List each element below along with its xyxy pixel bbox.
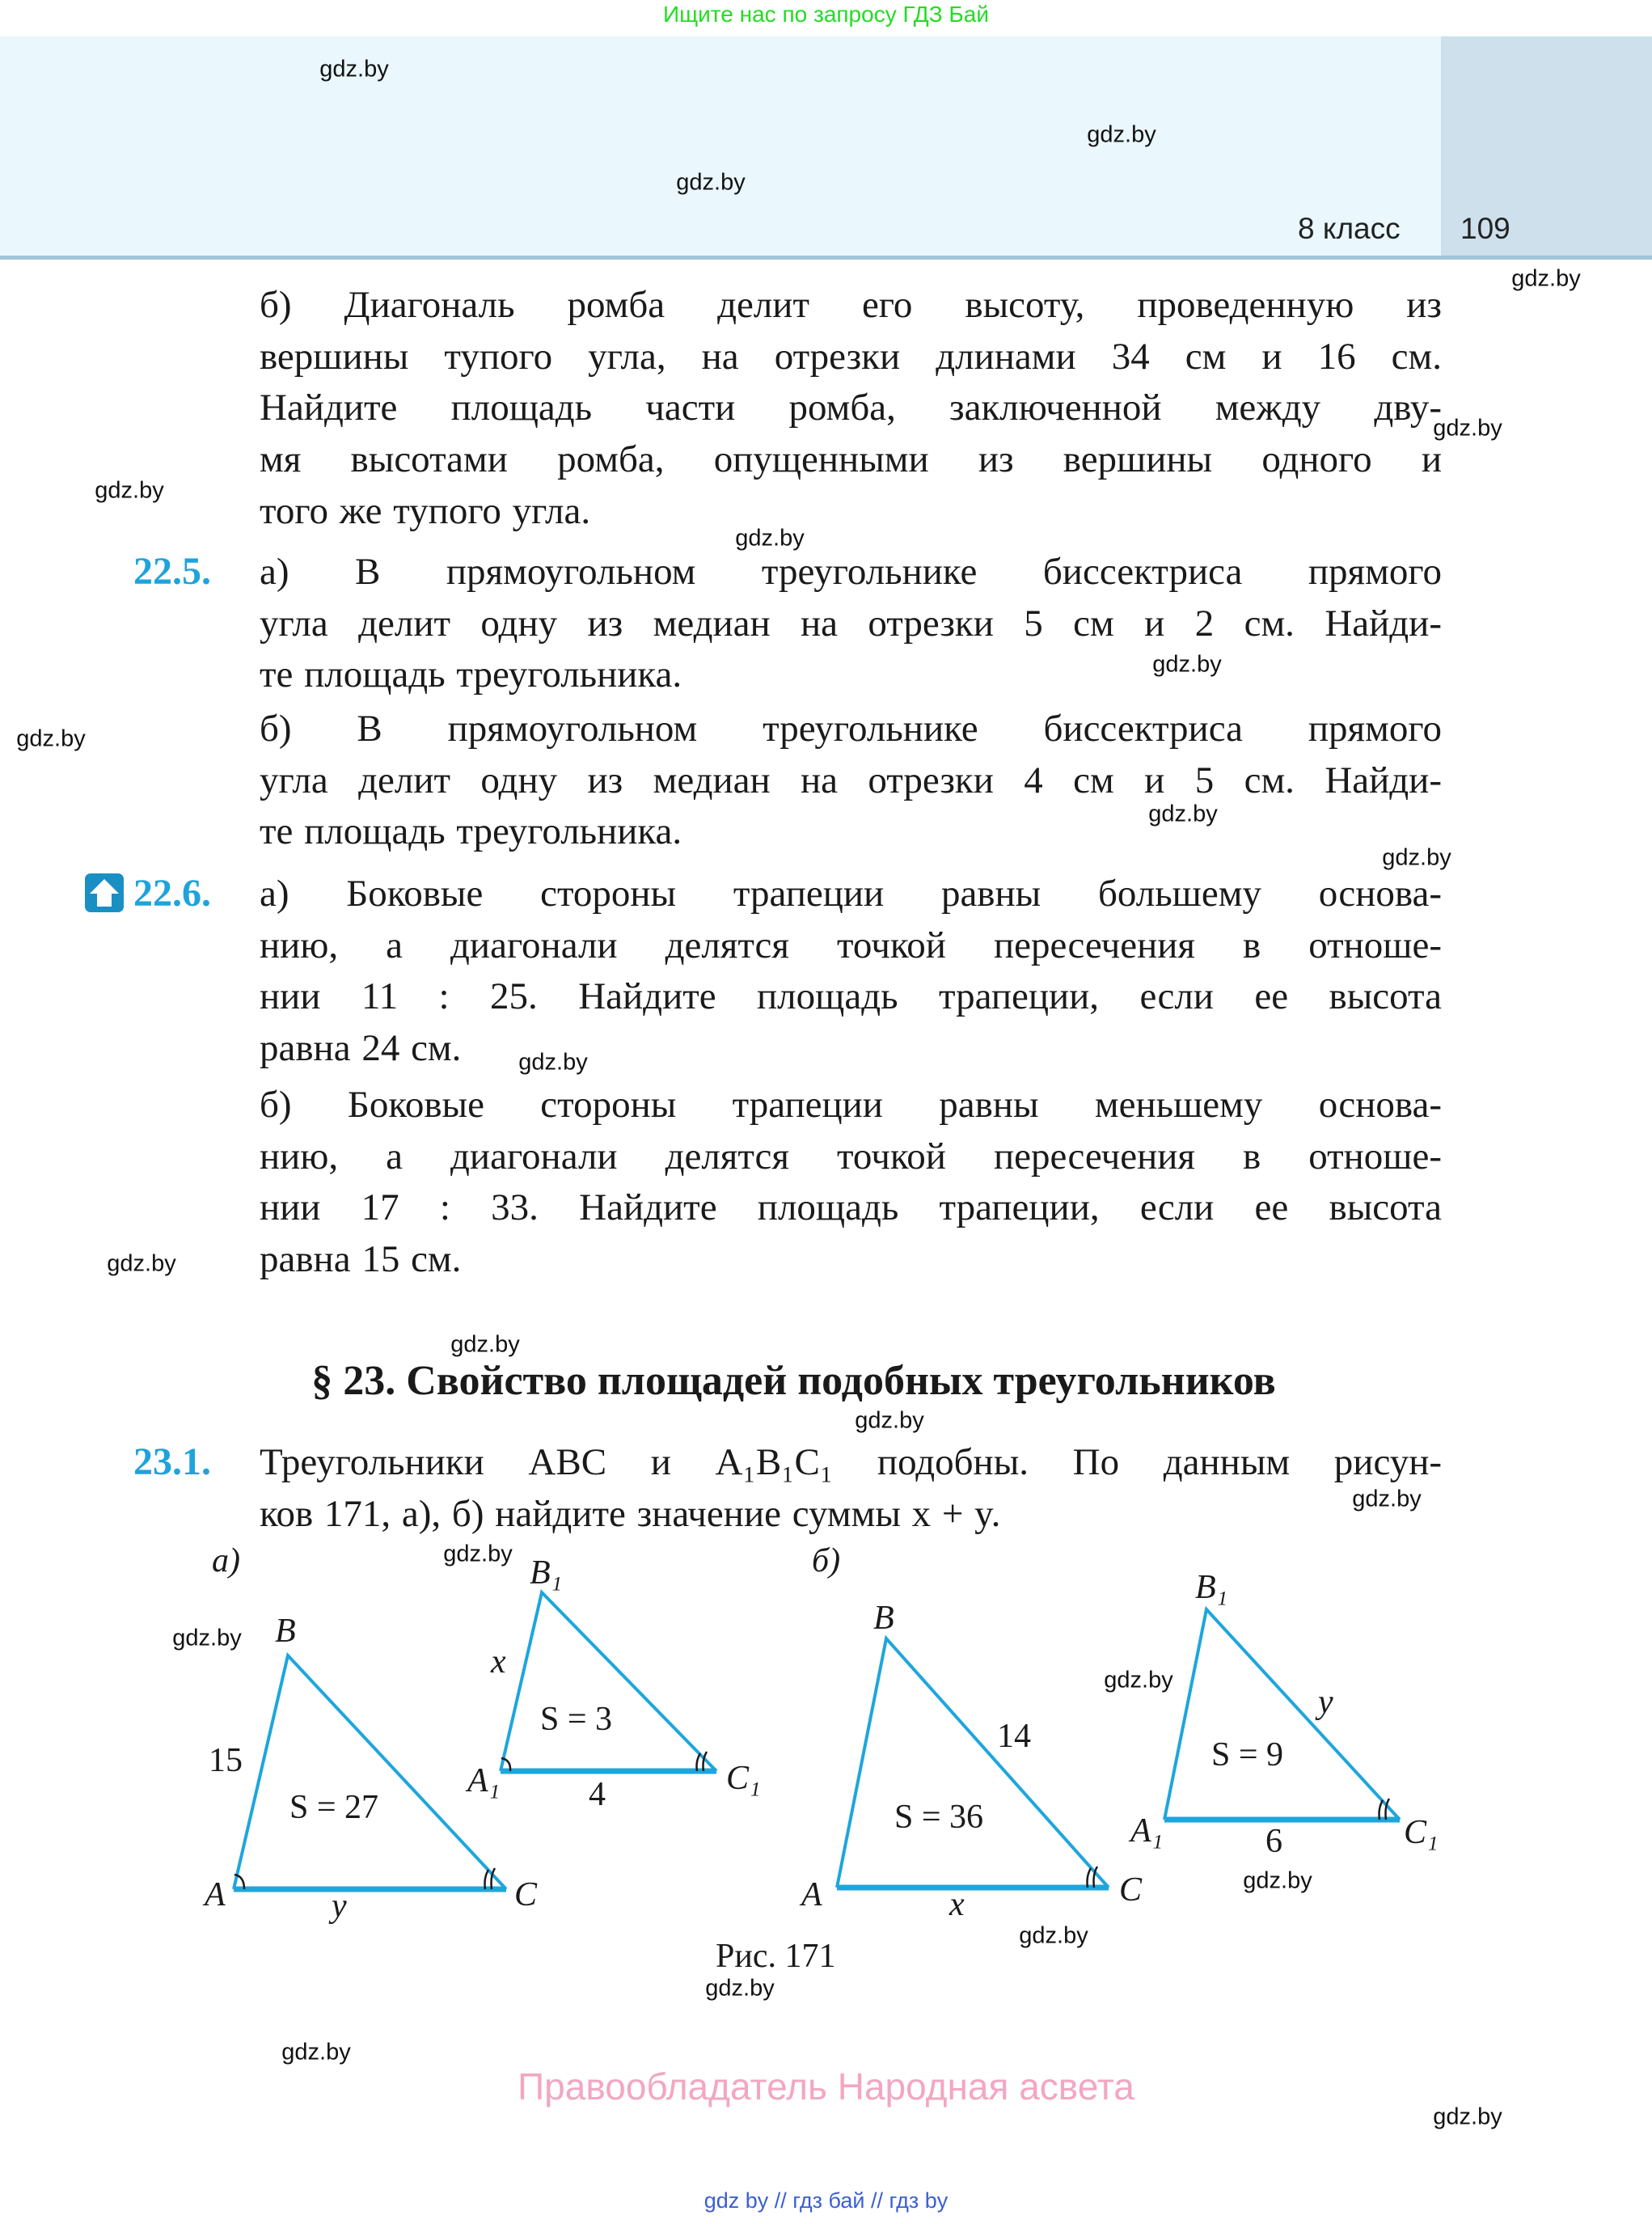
- watermark: gdz.by: [676, 169, 746, 196]
- vertex-b: B: [873, 1600, 894, 1637]
- part-a-label: а): [212, 1542, 240, 1579]
- vertex-c: C: [1119, 1871, 1143, 1909]
- area-small-a: S = 3: [540, 1701, 613, 1738]
- text-line: нию, а диагонали делятся точкой пересечения в отноше-: [260, 924, 1442, 966]
- watermark: gdz.by: [281, 2039, 351, 2065]
- watermark: gdz.by: [1382, 844, 1451, 871]
- text-line: угла делит одну из медиан на отрезки 4 см и 5 см. Найди-: [260, 759, 1442, 801]
- text-line: б) В прямоугольном треугольнике биссектриса прямого: [260, 708, 1442, 750]
- figure-part-b-labels: [799, 1569, 1439, 1923]
- vertex-a: A: [205, 1876, 226, 1913]
- side-a1c1-value: 6: [1265, 1823, 1282, 1860]
- triangle-a1b1c1-b: [1164, 1609, 1400, 1820]
- text-line: б) Диагональ ромба делит его высоту, проведенную из: [260, 284, 1442, 326]
- watermark: gdz.by: [172, 1625, 242, 1651]
- watermark: gdz.by: [1433, 415, 1502, 442]
- watermark: gdz.by: [855, 1407, 924, 1434]
- text-line: а) Боковые стороны трапеции равны большему основа-: [260, 873, 1442, 915]
- vertex-b: B: [275, 1613, 296, 1650]
- vertex-a: A: [801, 1876, 822, 1913]
- search-banner: Ищите нас по запросу ГДЗ Бай: [662, 2, 990, 27]
- watermark: gdz.by: [443, 1541, 513, 1567]
- vertex-c1: C₁: [726, 1760, 761, 1797]
- side-bc-value: 14: [997, 1718, 1031, 1755]
- side-b1c1-value: y: [1318, 1684, 1333, 1721]
- part-b-label: б): [812, 1542, 841, 1579]
- watermark: gdz.by: [16, 725, 86, 752]
- figure-part-a-labels: [202, 1554, 761, 1925]
- side-ab-value: 15: [209, 1742, 243, 1779]
- text-line: равна 15 см.: [260, 1238, 462, 1281]
- watermark: gdz.by: [1352, 1486, 1422, 1512]
- text-line: мя высотами ромба, опущенными из вершины одного и: [260, 438, 1442, 481]
- area-big-b: S = 36: [894, 1799, 984, 1836]
- text-line: Треугольники ABC и A₁B₁C₁ подобны. По данным рисун-: [260, 1441, 1442, 1483]
- section-heading: § 23. Свойство площадей подобных треугольников: [311, 1358, 1276, 1404]
- vertex-c: C: [514, 1876, 538, 1913]
- watermark: gdz.by: [735, 525, 805, 552]
- text-line: нии 11 : 25. Найдите площадь трапеции, если ее высота: [260, 975, 1442, 1018]
- watermark: gdz.by: [1087, 121, 1156, 148]
- text-line: Найдите площадь части ромба, заключенной между дву-: [260, 387, 1442, 429]
- exercise-number: 22.6.: [133, 872, 211, 915]
- text-line: того же тупого угла.: [260, 489, 591, 532]
- text-line: ков 171, а), б) найдите значение суммы x + y.: [260, 1492, 1001, 1535]
- watermark: gdz.by: [1243, 1867, 1312, 1894]
- area-small-b: S = 9: [1211, 1736, 1284, 1774]
- watermark: gdz.by: [1152, 651, 1222, 678]
- vertex-a1: A₁: [467, 1762, 501, 1799]
- area-big-a: S = 27: [289, 1789, 379, 1826]
- watermark: gdz.by: [1433, 2103, 1502, 2130]
- watermark: gdz.by: [107, 1250, 176, 1277]
- triangle-abc-b: [837, 1638, 1109, 1888]
- text-line: равна 24 см.: [260, 1027, 462, 1070]
- exercise-number: 22.5.: [133, 550, 211, 593]
- watermark: gdz.by: [319, 56, 389, 82]
- watermark: gdz.by: [1104, 1667, 1173, 1693]
- vertex-b1: B₁: [530, 1554, 563, 1592]
- vertex-a1: A₁: [1130, 1812, 1164, 1850]
- text-line: те площадь треугольника.: [260, 810, 682, 853]
- text-line: б) Боковые стороны трапеции равны меньшему основа-: [260, 1084, 1442, 1126]
- figure-caption: Рис. 171: [716, 1938, 836, 1975]
- text-line: а) В прямоугольном треугольнике биссектриса прямого: [260, 551, 1442, 593]
- triangle-a1b1c1-a: [501, 1592, 716, 1771]
- side-a1c1-value: 4: [589, 1776, 606, 1813]
- text-line: вершины тупого угла, на отрезки длинами 34 см и 16 см.: [260, 335, 1442, 378]
- copyright-notice: Правообладатель Народная асвета: [518, 2065, 1134, 2108]
- page-number: 109: [1460, 212, 1510, 245]
- text-line: те площадь треугольника.: [260, 653, 682, 696]
- text-line: нии 17 : 33. Найдите площадь трапеции, если ее высота: [260, 1186, 1442, 1229]
- figure-part-a: [212, 1542, 716, 1889]
- exercise-number: 23.1.: [133, 1440, 211, 1483]
- watermark: gdz.by: [1019, 1922, 1088, 1949]
- vertex-b1: B₁: [1195, 1569, 1228, 1606]
- watermark: gdz.by: [450, 1331, 520, 1358]
- watermark: gdz.by: [1148, 801, 1218, 827]
- watermark: gdz.by: [95, 477, 164, 504]
- text-line: нию, а диагонали делятся точкой пересечения в отноше-: [260, 1135, 1442, 1178]
- footer-links[interactable]: gdz by // гдз бай // гдз by: [703, 2188, 949, 2213]
- vertex-c1: C₁: [1404, 1814, 1439, 1851]
- watermark: gdz.by: [1511, 265, 1581, 292]
- watermark: gdz.by: [705, 1975, 775, 2002]
- watermark: gdz.by: [518, 1049, 588, 1076]
- side-a1b1-value: x: [491, 1643, 506, 1681]
- grade-label: 8 класс: [1298, 212, 1401, 245]
- text-line: угла делит одну из медиан на отрезки 5 см и 2 см. Найди-: [260, 602, 1442, 645]
- side-ac-value: x: [949, 1886, 965, 1923]
- side-ac-value: y: [332, 1888, 347, 1925]
- triangle-abc-a: [234, 1655, 506, 1889]
